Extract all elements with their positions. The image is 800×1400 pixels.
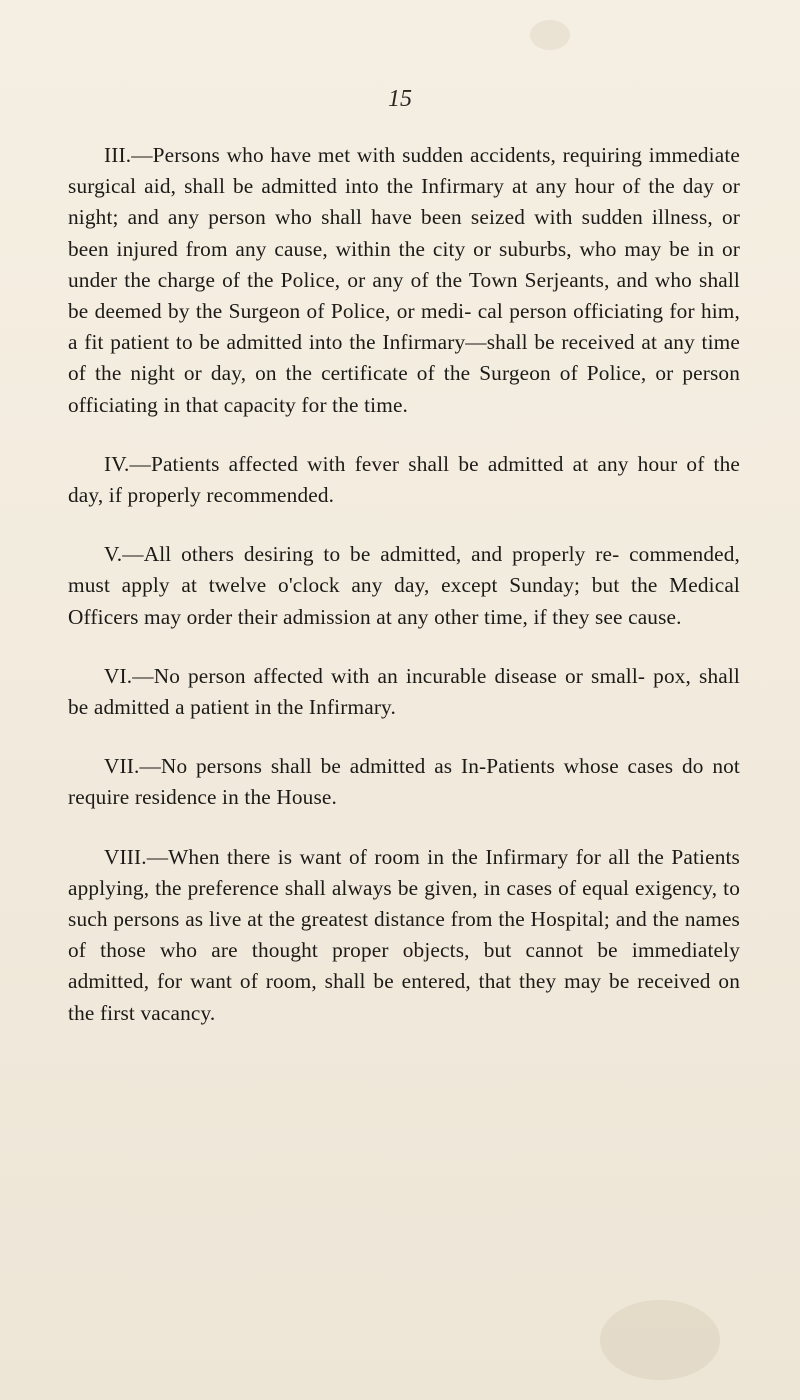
rule-iv-paragraph: IV.—Patients affected with fever shall be admitted at any hour of the day, if properly recommended. bbox=[68, 451, 740, 508]
page-number: 15 bbox=[388, 86, 412, 112]
rule-viii-paragraph: VIII.—When there is want of room in the Infirmary for all the Patients applying, the preference shall always be given, in cases of equal exigency, to such persons as live at the greatest distance from the Hospital; and the names of those who are thought proper objects, but cannot be immediately admitted, for want of room, shall be entered, that they may be received on the first vacancy. bbox=[68, 844, 740, 1025]
rule-vii-paragraph: VII.—No persons shall be admitted as In-Patients whose cases do not require residence in the House. bbox=[68, 754, 740, 810]
rule-vi-paragraph: VI.—No person affected with an incurable disease or small- pox, shall be admitted a patient in the Infirmary. bbox=[68, 663, 740, 720]
rules-text bbox=[68, 140, 740, 1057]
paper-stain bbox=[600, 1300, 720, 1380]
paper-stain bbox=[530, 20, 570, 50]
rule-iii-paragraph: III.—Persons who have met with sudden accidents, requiring immediate surgical aid, shall be admitted into the Infirmary at any hour of the day or night; and any person who shall have been seized with sudden illness, or been injured from any cause, within the city or suburbs, who may be in or under the charge of the Police, or any of the Town Serjeants, and who shall be deemed by the Surgeon of Police, or medi- cal person officiating for him, a fit patient to be admitted into the Infirmary—shall be received at any time of the night or day, on the certificate of the Surgeon of Police, or person officiating in that capacity for the time. bbox=[68, 143, 740, 417]
rule-v-paragraph: V.—All others desiring to be admitted, and properly re- commended, must apply at twelve o'clock any day, except Sunday; but the Medical Officers may order their admission at any other time, if they see cause. bbox=[68, 542, 740, 629]
